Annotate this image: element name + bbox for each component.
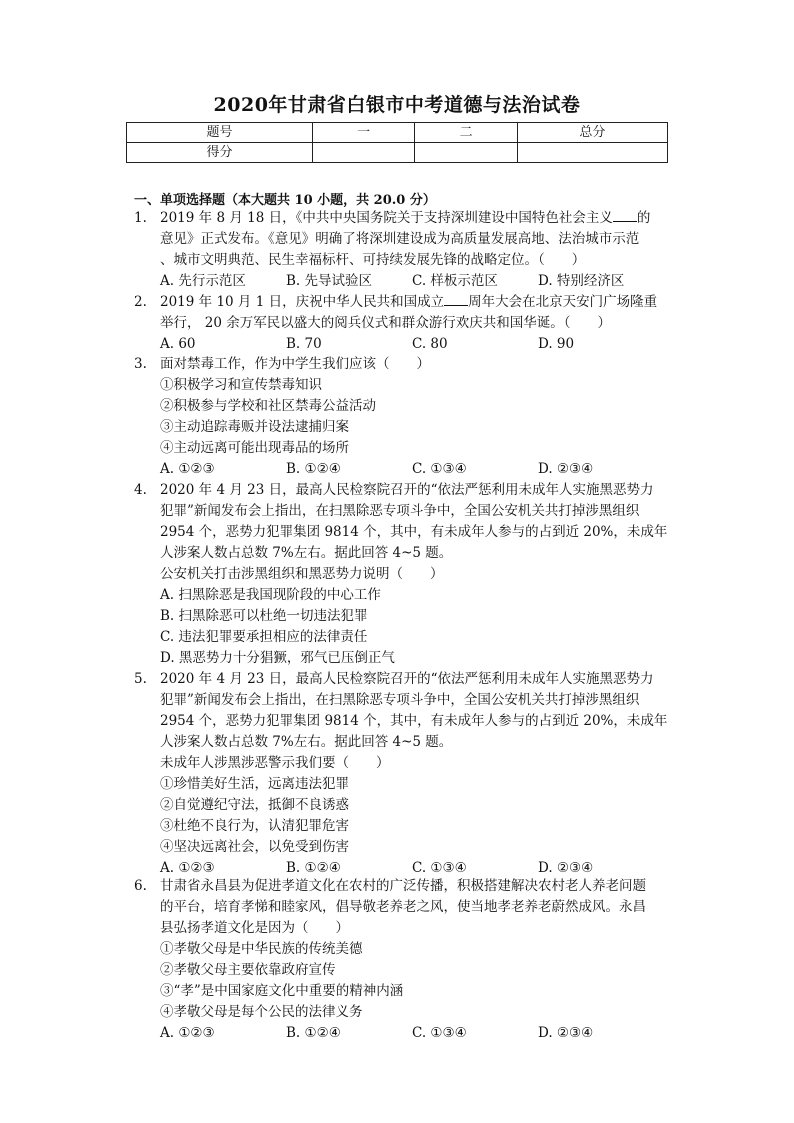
question-body [160,208,674,292]
score-table-cell [312,143,414,163]
question-line: 面对禁毒工作，作为中学生我们应该（ ） [160,356,430,372]
option-a[interactable]: A. ①②③ [160,1025,215,1041]
option-d[interactable]: D. ②③④ [538,461,594,477]
question-number: 2. [134,294,147,310]
score-table-cell [517,143,667,163]
question-body [160,669,674,879]
option-b[interactable]: B. ①②④ [286,1025,341,1041]
answer-blank [613,209,637,222]
option-d[interactable]: D. ②③④ [538,1025,594,1041]
section-heading: 一、单项选择题（本大题共 10 小题，共 20.0 分） [134,193,436,208]
question-number: 3. [134,356,147,372]
answer-blank [444,293,468,306]
question-number: 4. [134,482,147,498]
question-body [160,292,674,355]
question-line: ④孝敬父母是每个公民的法律义务 [160,1004,363,1020]
question-line [160,292,674,313]
score-table-cell: 二 [415,123,517,143]
option-b[interactable]: B. ①②④ [286,860,341,876]
option-b[interactable]: B. 先导试验区 [286,273,373,289]
question-line: 的平台，培育孝悌和睦家风，倡导敬老养老之风，使当地孝老养老蔚然成风。永昌 [160,899,646,915]
score-table-cell [415,143,517,163]
option-d[interactable]: D. 黑恶势力十分猖獗，邪气已压倒正气 [160,650,395,666]
option-c[interactable]: C. 违法犯罪要承担相应的法律责任 [160,629,368,645]
question-line: 2020 年 4 月 23 日，最高人民检察院召开的“依法严惩利用未成年人实施黑恶势力 [160,482,654,498]
option-c[interactable]: C. 样板示范区 [412,273,498,289]
options-row [160,334,674,355]
question-line: 、城市文明典范、民生幸福标杆、可持续发展先锋的战略定位。（ ） [160,252,586,268]
question-text: 周年大会在北京天安门广场隆重 [468,294,658,310]
question-line: 犯罪”新闻发布会上指出，在扫黑除恶专项斗争中，全国公安机关共打掉涉黑组织 [160,692,640,708]
option-b[interactable]: B. 70 [286,336,322,352]
option-c[interactable]: C. 80 [412,336,448,352]
option-a[interactable]: A. 60 [160,336,196,352]
question-line: ③主动追踪毒贩并设法逮捕归案 [160,419,349,435]
question-number: 5. [134,671,147,687]
option-d[interactable]: D. 90 [538,336,575,352]
question-body [160,480,674,669]
question-body [160,354,674,480]
question-line: 犯罪”新闻发布会上指出，在扫黑除恶专项斗争中，全国公安机关共打掉涉黑组织 [160,503,640,519]
score-table-cell: 得分 [127,143,313,163]
question-line: ④坚决远离社会，以免受到伤害 [160,839,349,855]
option-a[interactable]: A. ①②③ [160,860,215,876]
option-a[interactable]: A. 先行示范区 [160,273,246,289]
question-line: ③杜绝不良行为，认清犯罪危害 [160,818,349,834]
question-line: 2020 年 4 月 23 日，最高人民检察院召开的“依法严惩利用未成年人实施黑恶势力 [160,671,654,687]
page-title: 2020年甘肃省白银市中考道德与法治试卷 [213,94,581,116]
question-number: 1. [134,210,147,226]
option-d[interactable]: D. 特别经济区 [538,273,625,289]
question-number: 6. [134,878,147,894]
question-line: ②自觉遵纪守法，抵御不良诱惑 [160,797,349,813]
question-line: 人涉案人数占总数 7%左右。据此回答 4~5 题。 [160,734,453,750]
option-b[interactable]: B. 扫黑除恶可以杜绝一切违法犯罪 [160,608,368,624]
option-d[interactable]: D. ②③④ [538,860,594,876]
question-body [160,876,674,1044]
score-table-header-row [127,123,668,143]
question-line: 2954 个，恶势力犯罪集团 9814 个，其中，有未成年人参与的占到近 20%，未成年 [160,524,668,540]
option-c[interactable]: C. ①③④ [412,1025,467,1041]
question-line: 举行， 20 余万军民以盛大的阅兵仪式和群众游行欢庆共和国华诞。（ ） [160,315,612,331]
question-line: 县弘扬孝道文化是因为（ ） [160,920,349,936]
question-line: ②积极参与学校和社区禁毒公益活动 [160,398,376,414]
option-c[interactable]: C. ①③④ [412,860,467,876]
option-c[interactable]: C. ①③④ [412,461,467,477]
question-line: 甘肃省永昌县为促进孝道文化在农村的广泛传播，积极搭建解决农村老人养老问题 [160,878,646,894]
score-table-cell: 题号 [127,123,313,143]
score-table-score-row [127,143,668,163]
option-a[interactable]: A. ①②③ [160,461,215,477]
options-row [160,1023,674,1044]
question-line: ③“孝”是中国家庭文化中重要的精神内涵 [160,983,404,999]
question-line: 意见》正式发布。《意见》明确了将深圳建设成为高质量发展高地、法治城市示范 [160,231,640,247]
score-table-cell: 一 [312,123,414,143]
question-line: ①珍惜美好生活，远离违法犯罪 [160,776,349,792]
score-table-cell: 总分 [517,123,667,143]
question-line: 人涉案人数占总数 7%左右。据此回答 4~5 题。 [160,545,453,561]
options-row [160,459,674,480]
question-line: ①积极学习和宣传禁毒知识 [160,377,322,393]
question-line: 未成年人涉黑涉恶警示我们要（ ） [160,755,390,771]
question-text: 的 [636,210,651,226]
option-b[interactable]: B. ①②④ [286,461,341,477]
score-table [126,122,668,163]
question-text: 2019 年 8 月 18 日，《中共中央国务院关于支持深圳建设中国特色社会主义 [160,210,613,226]
option-a[interactable]: A. 扫黑除恶是我国现阶段的中心工作 [160,587,381,603]
question-line [160,208,674,229]
question-line: ①孝敬父母是中华民族的传统美德 [160,941,363,957]
question-line: 公安机关打击涉黑组织和黑恶势力说明（ ） [160,566,444,582]
question-text: 2019 年 10 月 1 日，庆祝中华人民共和国成立 [160,294,445,310]
question-line: ②孝敬父母主要依靠政府宣传 [160,962,336,978]
question-line: 2954 个，恶势力犯罪集团 9814 个，其中，有未成年人参与的占到近 20%，未成年 [160,713,668,729]
question-line: ④主动远离可能出现毒品的场所 [160,440,349,456]
options-row [160,271,674,292]
